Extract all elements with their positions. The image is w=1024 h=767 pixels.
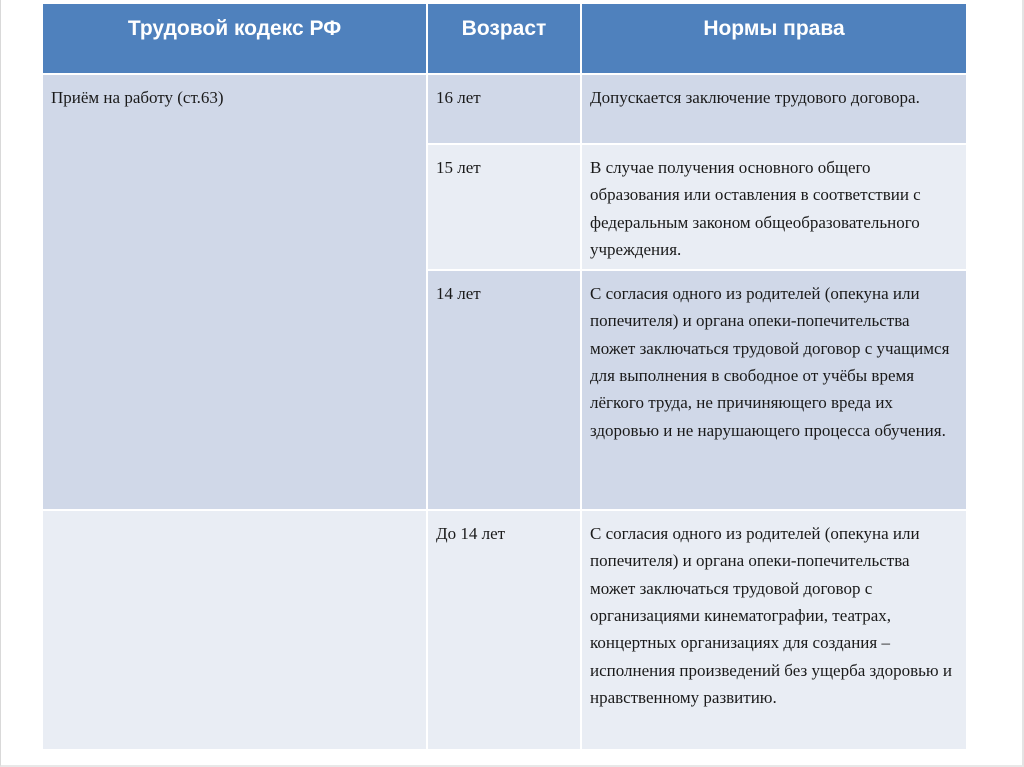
- norm-cell: С согласия одного из родителей (опекуна или попечителя) и органа опеки-попечительства может заключаться трудовой договор с организациями кинематографии, театрах, концертных организациях для создания – исполнения произведений без ущерба здоровью и нравственному развитию.: [581, 510, 967, 750]
- labor-code-table: [41, 2, 968, 751]
- age-cell: 16 лет: [427, 74, 581, 144]
- age-cell: 14 лет: [427, 270, 581, 510]
- header-age: Возраст: [427, 3, 581, 74]
- table-row: [42, 510, 967, 750]
- norm-cell: В случае получения основного общего образования или оставления в соответствии с федеральным законом общеобразовательного учреждения.: [581, 144, 967, 270]
- age-cell: 15 лет: [427, 144, 581, 270]
- norm-cell: С согласия одного из родителей (опекуна или попечителя) и органа опеки-попечительства может заключаться трудовой договор с учащимся для выполнения в свободное от учёбы время лёгкого труда, не причиняющего вреда их здоровью и не нарушающего процесса обучения.: [581, 270, 967, 510]
- table-row: [42, 74, 967, 144]
- age-cell: До 14 лет: [427, 510, 581, 750]
- norm-cell: Допускается заключение трудового договора.: [581, 74, 967, 144]
- table-header-row: [42, 3, 967, 74]
- header-labor-code: Трудовой кодекс РФ: [42, 3, 427, 74]
- header-legal-norms: Нормы права: [581, 3, 967, 74]
- empty-article-cell: [42, 510, 427, 750]
- article-cell: Приём на работу (ст.63): [42, 74, 427, 510]
